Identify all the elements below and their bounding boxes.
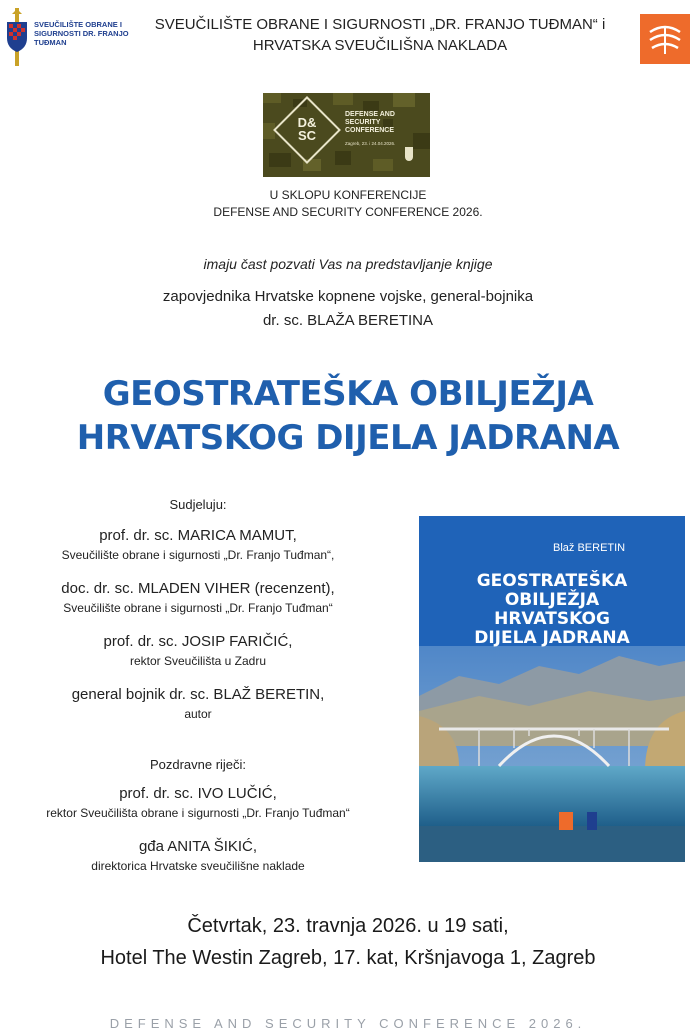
greeting-item xyxy=(0,783,396,821)
participant-role: Sveučilište obrane i sigurnosti „Dr. Franjo Tuđman“ xyxy=(63,601,333,615)
monogram-top: D& xyxy=(297,115,317,130)
university-logo xyxy=(4,8,134,66)
greeting-name: prof. dr. sc. IVO LUČIĆ, xyxy=(119,785,277,802)
greetings-section xyxy=(0,756,396,774)
publisher-logo xyxy=(640,14,690,64)
publisher-logo-icon xyxy=(640,14,690,64)
book-cover-landscape xyxy=(419,516,685,862)
participants-section xyxy=(0,496,396,514)
conference-logo-dates: Zagreb, 23. i 24.04.2026. xyxy=(345,141,396,146)
organizers-line-2: HRVATSKA SVEUČILIŠNA NAKLADA xyxy=(252,37,508,54)
participant-name: prof. dr. sc. MARICA MAMUT, xyxy=(99,527,297,544)
footer-text: DEFENSE AND SECURITY CONFERENCE 2026. xyxy=(109,1016,587,1031)
participant-role: Sveučilište obrane i sigurnosti „Dr. Franjo Tuđman“, xyxy=(61,548,335,562)
event-venue: Hotel The Westin Zagreb, 17. kat, Kršnjavoga 1, Zagreb xyxy=(100,947,596,969)
participant-role: autor xyxy=(184,707,212,721)
invitation-text: imaju čast pozvati Vas na predstavljanje knjige xyxy=(203,256,493,272)
conference-monogram xyxy=(283,116,331,142)
mini-crest-icon xyxy=(405,147,413,161)
book-title xyxy=(0,372,696,460)
monogram-bottom: SC xyxy=(297,128,317,143)
university-logo-text: SVEUČILIŠTE OBRANE I SIGURNOSTI DR. FRANJO TUĐMAN xyxy=(34,20,129,47)
participant-role: rektor Sveučilišta u Zadru xyxy=(129,654,267,668)
greeting-role: direktorica Hrvatske sveučilišne naklade xyxy=(91,859,305,873)
university-crest-icon xyxy=(4,8,30,66)
author-rank-line: zapovjednika Hrvatske kopnene vojske, general-bojnika xyxy=(162,288,534,305)
book-title-line-1: GEOSTRATEŠKA OBILJEŽJA xyxy=(102,374,594,414)
participant-name: prof. dr. sc. JOSIP FARIČIĆ, xyxy=(103,633,293,650)
conference-line-2: DEFENSE AND SECURITY CONFERENCE 2026. xyxy=(213,205,483,219)
participant-name: general bojnik dr. sc. BLAŽ BERETIN, xyxy=(71,686,325,703)
event-date: Četvrtak, 23. travnja 2026. u 19 sati, xyxy=(187,915,509,937)
book-title-line-2: HRVATSKOG DIJELA JADRANA xyxy=(76,418,620,458)
organizers xyxy=(140,14,620,56)
book-cover-title xyxy=(419,572,685,648)
conference-logo xyxy=(263,93,430,177)
participants-label: Sudjeluju: xyxy=(169,497,227,512)
greeting-item xyxy=(0,836,396,874)
conference-line-1: U SKLOPU KONFERENCIJE xyxy=(269,188,427,202)
greeting-role: rektor Sveučilišta obrane i sigurnosti „Dr. Franjo Tuđman“ xyxy=(46,806,350,820)
participant-item xyxy=(0,631,396,669)
book-cover xyxy=(419,516,685,862)
organizers-line-1: SVEUČILIŠTE OBRANE I SIGURNOSTI „DR. FRANJO TUĐMAN“ i xyxy=(154,16,606,33)
author-name-line: dr. sc. BLAŽA BERETINA xyxy=(262,312,434,329)
conference-logo-name: DEFENSE AND SECURITY CONFERENCE xyxy=(345,111,395,134)
participant-item xyxy=(0,525,396,563)
book-cover-title-line: DIJELA JADRANA xyxy=(474,628,630,648)
participant-name: doc. dr. sc. MLADEN VIHER (recenzent), xyxy=(61,580,335,597)
book-cover-title-line: HRVATSKOG xyxy=(494,609,610,629)
greeting-name: gđa ANITA ŠIKIĆ, xyxy=(138,838,258,855)
book-cover-title-line: OBILJEŽJA xyxy=(504,590,600,610)
participant-item xyxy=(0,684,396,722)
book-cover-author: Blaž BERETIN xyxy=(553,542,626,554)
greetings-label: Pozdravne riječi: xyxy=(149,757,247,772)
book-cover-title-line: GEOSTRATEŠKA xyxy=(476,571,628,591)
participant-item xyxy=(0,578,396,616)
